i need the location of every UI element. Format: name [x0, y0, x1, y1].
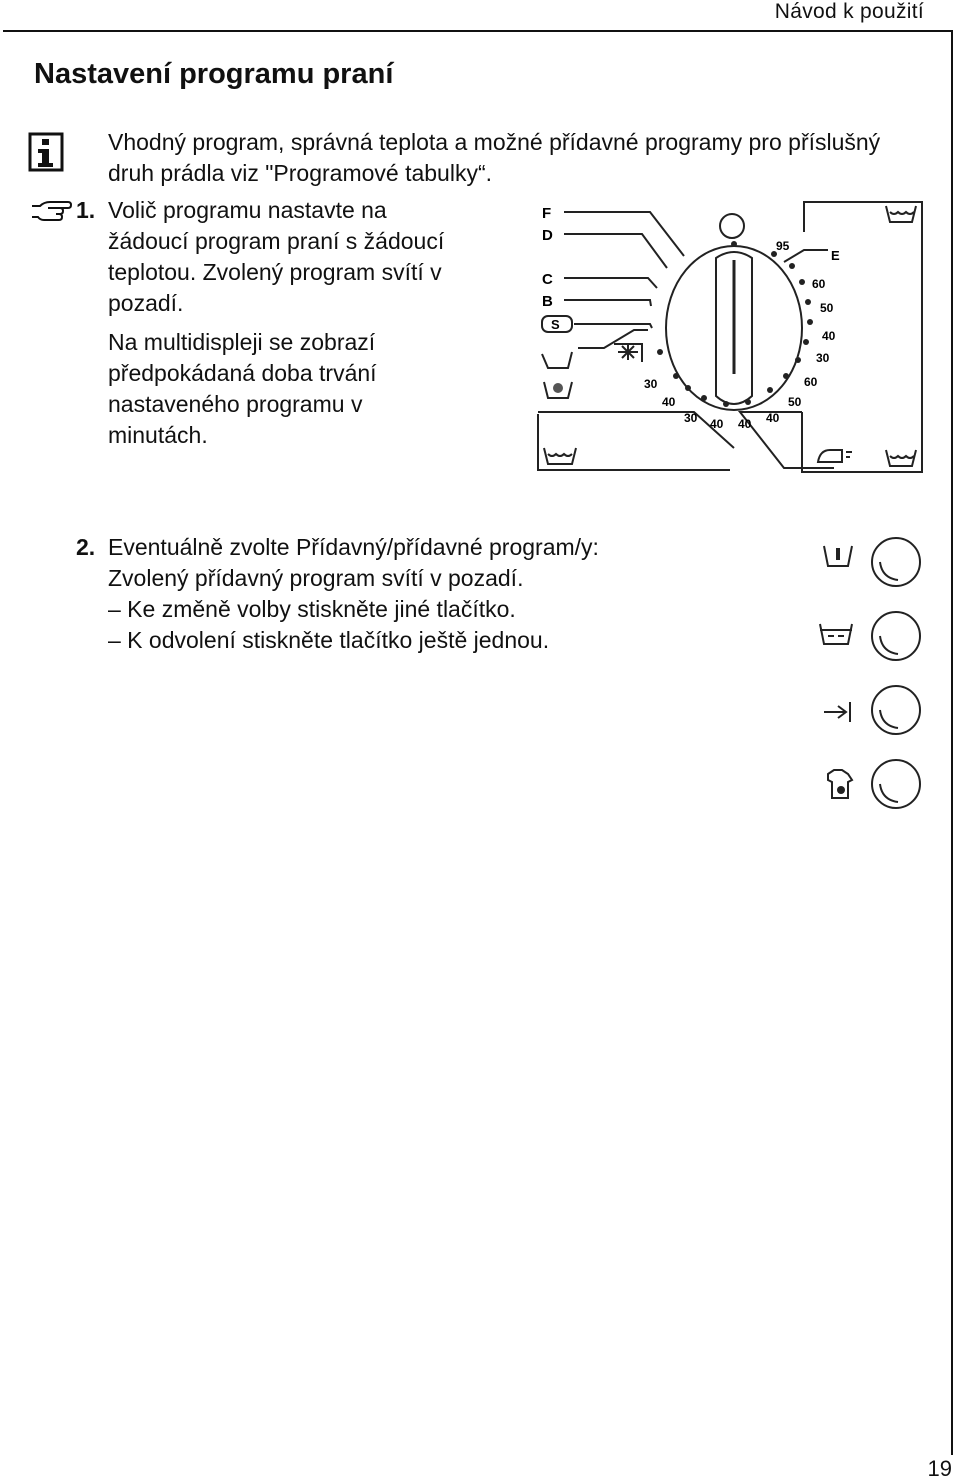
temp-label: 40: [662, 395, 676, 409]
dial-letter-b: B: [542, 293, 553, 310]
temp-label: 60: [804, 375, 818, 389]
temp-label: 40: [738, 417, 752, 431]
temp-label: 40: [822, 329, 836, 343]
info-paragraph: Vhodný program, správná teplota a možné přídavné programy pro příslušný druh prádla viz "Programové tabulky“.: [108, 129, 881, 186]
temp-label: 50: [820, 301, 834, 315]
dial-letter-e: E: [831, 248, 840, 263]
dial-letter-d: D: [542, 227, 553, 244]
easy-iron-button[interactable]: [828, 760, 920, 808]
step-2-line: – K odvolení stiskněte tlačítko ještě jednou.: [108, 627, 550, 653]
step-2-number: 2.: [76, 534, 96, 560]
step-2-line: – Ke změně volby stiskněte jiné tlačítko.: [108, 596, 516, 622]
pointing-hand-icon: [30, 198, 72, 224]
prewash-button[interactable]: [824, 538, 920, 586]
page-number: 19: [927, 1456, 952, 1481]
spin-stop-button[interactable]: [824, 686, 920, 734]
step-2-line: Eventuálně zvolte Přídavný/přídavné program/y:: [108, 534, 599, 560]
step-2-line: Zvolený přídavný program svítí v pozadí.: [108, 565, 524, 591]
temp-label: 40: [710, 417, 724, 431]
intensive-wash-button[interactable]: [820, 612, 920, 660]
step-1-text-duration: Na multidispleji se zobrazí předpokádaná doba trvání nastaveného programu v minutách.: [108, 329, 377, 448]
step-1-number: 1.: [76, 197, 96, 223]
info-icon: [28, 132, 64, 172]
program-dial: [534, 198, 926, 478]
dial-letter-c: C: [542, 271, 553, 288]
step-1-text: Volič programu nastavte na žádoucí program praní s žádoucí teplotou. Zvolený program svítí v pozadí.: [108, 197, 445, 316]
temp-label: 30: [644, 377, 658, 391]
header-rule: [3, 30, 953, 32]
document-title: Návod k použití: [774, 0, 924, 23]
right-margin-rule: [951, 30, 953, 1455]
temp-label: 50: [788, 395, 802, 409]
temp-label: 40: [766, 411, 780, 425]
temp-label: 60: [812, 277, 826, 291]
section-title: Nastavení programu praní: [34, 58, 394, 90]
option-buttons: [810, 528, 930, 818]
temp-label: 30: [684, 411, 698, 425]
dial-letter-f: F: [542, 205, 552, 222]
temp-label: 30: [816, 351, 830, 365]
temp-label: 95: [776, 239, 790, 253]
svg-text:S: S: [551, 317, 560, 332]
step-2-text: [108, 532, 788, 656]
